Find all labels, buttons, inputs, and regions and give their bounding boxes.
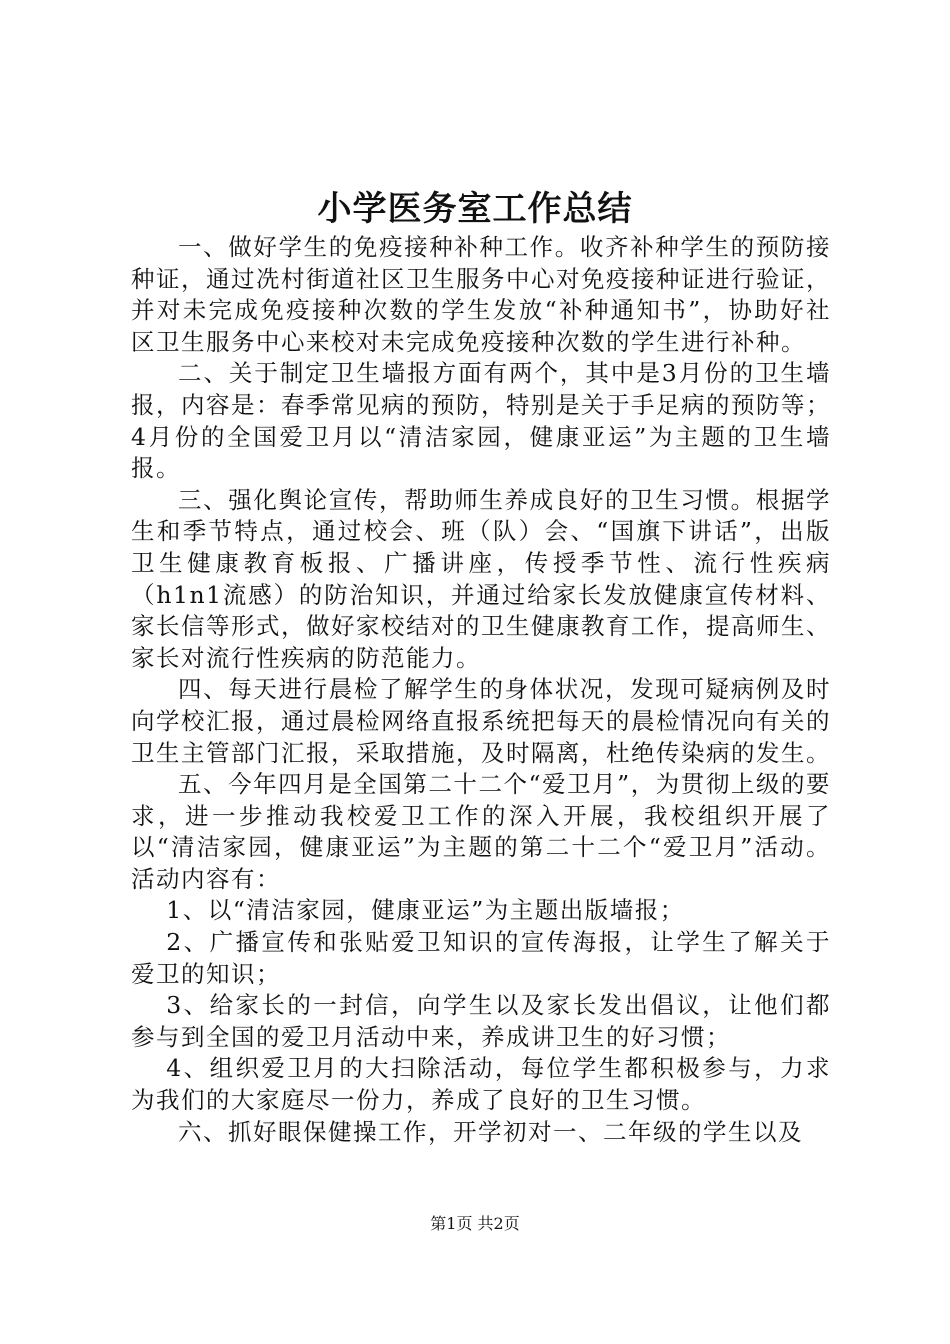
document-title: 小学医务室工作总结 bbox=[317, 189, 633, 229]
page-footer: 第1页 共2页 bbox=[430, 1214, 520, 1233]
list-item-3: 3、给家长的一封信，向学生以及家长发出倡议，让他们都参与到全国的爱卫月活动中来，养成讲卫生的好习惯； bbox=[131, 991, 831, 1051]
paragraph-1: 一、做好学生的免疫接种补种工作。收齐补种学生的预防接种证，通过冼村街道社区卫生服务中心对免疫接种证进行验证，并对未完成免疫接种次数的学生发放“补种通知书”，协助好社区卫生服务中心来校对未完成免疫接种次数的学生进行补种。 bbox=[131, 233, 831, 356]
document-body bbox=[131, 232, 831, 1148]
paragraph-6: 六、抓好眼保健操工作，开学初对一、二年级的学生以及 bbox=[178, 1117, 803, 1146]
paragraph-2: 二、关于制定卫生墙报方面有两个，其中是3月份的卫生墙报，内容是：春季常见病的预防，特别是关于手足病的预防等；4月份的全国爱卫月以“清洁家园，健康亚运”为主题的卫生墙报。 bbox=[131, 359, 831, 483]
paragraph-3: 三、强化舆论宣传，帮助师生养成良好的卫生习惯。根据学生和季节特点，通过校会、班（队）会、“国旗下讲话”，出版卫生健康教育板报、广播讲座，传授季节性、流行性疾病（h1n1流感）的防治知识，并通过给家长发放健康宣传材料、家长信等形式，做好家校结对的卫生健康教育工作，提高师生、家长对流行性疾病的防范能力。 bbox=[131, 485, 831, 672]
list-item-2: 2、广播宣传和张贴爱卫知识的宣传海报，让学生了解关于爱卫的知识； bbox=[131, 928, 831, 988]
paragraph-4: 四、每天进行晨检了解学生的身体状况，发现可疑病例及时向学校汇报，通过晨检网络直报系统把每天的晨检情况向有关的卫生主管部门汇报，采取措施，及时隔离，杜绝传染病的发生。 bbox=[131, 675, 831, 767]
list-item-1: 1、以“清洁家园，健康亚运”为主题出版墙报； bbox=[166, 896, 685, 925]
list-item-4: 4、组织爱卫月的大扫除活动，每位学生都积极参与，力求为我们的大家庭尽一份力，养成了良好的卫生习惯。 bbox=[131, 1054, 831, 1115]
paragraph-5: 五、今年四月是全国第二十二个“爱卫月”，为贯彻上级的要求，进一步推动我校爱卫工作的深入开展，我校组织开展了以“清洁家园，健康亚运”为主题的第二十二个“爱卫月”活动。活动内容有： bbox=[131, 770, 831, 893]
